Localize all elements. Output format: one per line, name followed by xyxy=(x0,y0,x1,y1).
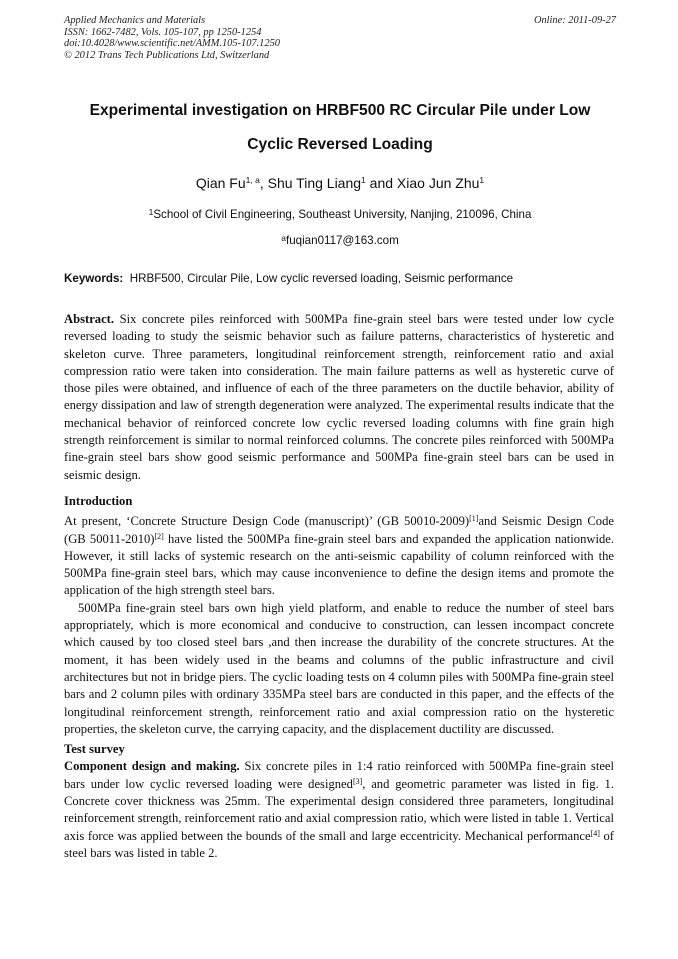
citation-4: [4] xyxy=(590,828,600,838)
author-2-affil: 1 xyxy=(361,175,366,185)
keywords xyxy=(64,271,616,287)
paper-title xyxy=(64,94,616,162)
journal-name: Applied Mechanics and Materials xyxy=(64,15,206,26)
author-2: Shu Ting Liang xyxy=(267,175,362,191)
author-list xyxy=(64,172,616,194)
abstract-text: Six concrete piles reinforced with 500MPa fine-grain steel bars were tested under low cycle reversed loading to study the seismic behavior such as failure patterns, characteristics of hysteretic and skeleton curve. Three parameters, longitudinal reinforcement strength, reinforcement ratio and axial compression ratio were taken into consideration. The main failure patterns as well as hysteretic curve of those piles were obtained, and influence of each of the three parameters on the ductile behavior, ability of energy dissipation and law of strength degeneration were analyzed. The experimental results indicate that the mechanical behavior of reinforced concrete low cyclic reversed loading columns with fine grain high strength reinforcement is similar to normal reinforced columns. The concrete piles reinforced with 500MPa fine-grain steel bars show good seismic performance and 500MPa fine-grain steel bars can be used in seismic design. xyxy=(64,312,614,482)
keywords-label: Keywords: xyxy=(64,272,124,285)
intro-paragraph-2: 500MPa fine-grain steel bars own high yield platform, and enable to reduce the number of steel bars appropriately, which is more economical and conducive to construction, can lessen incompact concrete which caused by too closed steel bars ,and then increase the durability of the concrete structures. At the moment, it has been widely used in the beams and columns of the public infrastructure and civil architectures but not in bridge piers. The cyclic loading tests on 4 column piles with 500MPa fine-grain steel bars and 2 column piles with ordinary 335MPa steel bars are conducted in this paper, and the effects of the longitudinal reinforcement strength, reinforcement ratio and axial compression ratio on the hysteretic properties, the skeleton curve, the carrying capacity, and the displacement ductility are discussed. xyxy=(64,600,614,736)
email-address: fuqian0117@163.com xyxy=(285,234,399,247)
intro-p1-text: have listed the 500MPa fine-grain steel bars and expanded the application nationwide. However, it still lacks of systemic research on the anti-seismic capability of column reinforced with the 500MPa fine-grain steel bars, which may cause inconvenience to define the design items and promote the application of the high strength steel bars. xyxy=(64,531,615,598)
abstract xyxy=(64,311,614,484)
journal-header xyxy=(64,15,616,61)
test-survey-text: , and geometric parameter was listed in fig. 1. Concrete cover thickness was 25mm. The experimental design considered three parameters, longitudinal reinforcement strength, reinforcement ratio and axial compression ratio, which were listed in table 1. Vertical axis force was applied between the bounds of the small and large eccentricity. Mechanical performance xyxy=(64,776,614,843)
abstract-label: Abstract. xyxy=(64,312,115,326)
title-line-1: Experimental investigation on HRBF500 RC Circular Pile under Low xyxy=(89,102,591,119)
author-separator: and xyxy=(365,175,397,191)
subsection-label: Component design and making. xyxy=(64,759,240,774)
author-3: Xiao Jun Zhu xyxy=(396,175,480,191)
test-survey-text: Six concrete piles in 1:4 ratio reinforced with 500MPa fine-grain steel bars under low cyclic reversed loading were designed xyxy=(64,759,615,791)
affiliation xyxy=(64,207,616,223)
issn-line: ISSN: 1662-7482, Vols. 105-107, pp 1250-1254 xyxy=(64,26,262,38)
author-separator: , xyxy=(259,175,268,191)
author-3-affil: 1 xyxy=(479,175,485,185)
doi-line: doi:10.4028/www.scientific.net/AMM.105-107.1250 xyxy=(64,38,280,50)
title-line-2: Cyclic Reversed Loading xyxy=(247,136,433,153)
keywords-text: HRBF500, Circular Pile, Low cyclic reversed loading, Seismic performance xyxy=(129,272,514,285)
section-heading-test-survey: Test survey xyxy=(64,742,125,757)
section-heading-introduction: Introduction xyxy=(64,493,133,508)
paper-body xyxy=(64,311,614,862)
copyright-line: © 2012 Trans Tech Publications Ltd, Switzerland xyxy=(64,49,270,61)
test-survey-paragraph xyxy=(64,758,614,862)
author-1: Qian Fu xyxy=(195,175,246,191)
intro-p1-text: and Seismic Design Code (GB 50011-2010) xyxy=(64,514,614,546)
author-1-affil: 1, a xyxy=(245,175,260,185)
affiliation-text: School of Civil Engineering, Southeast University, Nanjing, 210096, China xyxy=(153,208,532,221)
email-marker: a xyxy=(281,233,286,243)
affiliation-marker: 1 xyxy=(148,207,154,217)
online-date: Online: 2011-09-27 xyxy=(533,15,616,26)
citation-1: [1] xyxy=(469,514,479,524)
citation-3: [3] xyxy=(352,776,363,786)
citation-2: [2] xyxy=(154,531,164,541)
author-email xyxy=(64,233,616,249)
test-survey-text: of steel bars was listed in table 2. xyxy=(64,828,614,860)
intro-paragraph-1 xyxy=(64,513,614,599)
intro-p1-text: At present, ‘Concrete Structure Design Code (manuscript)’ (GB 50010-2009) xyxy=(64,514,470,529)
